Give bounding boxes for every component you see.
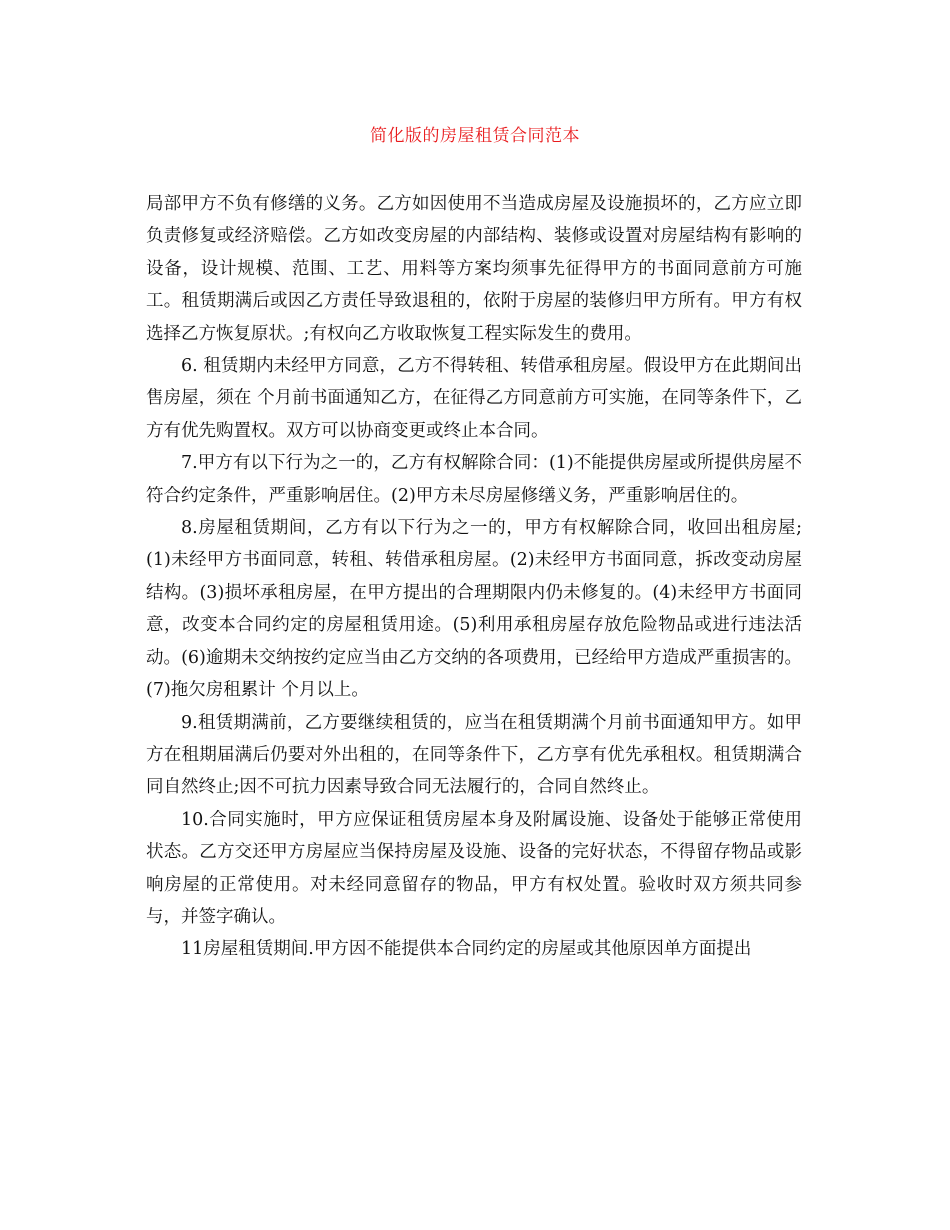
paragraph-clause-10: 10.合同实施时，甲方应保证租赁房屋本身及附属设施、设备处于能够正常使用状态。乙方交还甲方房屋应当保持房屋及设施、设备的完好状态，不得留存物品或影响房屋的正常使用。对未经同意留存的物品，甲方有权处置。验收时双方须共同参与，并签字确认。 [146,809,802,927]
document-body [146,188,802,966]
paragraph-clause-11: 11房屋租赁期间.甲方因不能提供本合同约定的房屋或其他原因单方面提出 [181,939,752,960]
document-title: 简化版的房屋租赁合同范本 [370,126,580,146]
paragraph-clause-9: 9.租赁期满前，乙方要继续租赁的，应当在租赁期满个月前书面通知甲方。如甲方在租期届满后仍要对外出租的，在同等条件下，乙方享有优先承租权。租赁期满合同自然终止;因不可抗力因素导致合同无法履行的，合同自然终止。 [146,712,802,798]
paragraph-clause-6: 6. 租赁期内未经甲方同意，乙方不得转租、转借承租房屋。假设甲方在此期间出售房屋，须在 个月前书面通知乙方，在征得乙方同意前方可实施，在同等条件下，乙方有优先购置权。双方可以协商变更或终止本合同。 [146,356,802,441]
paragraph-clause-8: 8.房屋租赁期间，乙方有以下行为之一的，甲方有权解除合同，收回出租房屋;(1)未经甲方书面同意，转租、转借承租房屋。(2)未经甲方书面同意，拆改变动房屋结构。(3)损坏承租房屋，在甲方提出的合理期限内仍未修复的。(4)未经甲方书面同意，改变本合同约定的房屋租赁用途。(5)利用承租房屋存放危险物品或进行违法活动。(6)逾期未交纳按约定应当由乙方交纳的各项费用，已经给甲方造成严重损害的。(7)拖欠房租累计 个月以上。 [146,518,802,701]
paragraph-clause-7: 7.甲方有以下行为之一的，乙方有权解除合同：(1)不能提供房屋或所提供房屋不符合约定条件，严重影响居住。(2)甲方未尽房屋修缮义务，严重影响居住的。 [146,453,802,506]
paragraph-clause-5-continued: 局部甲方不负有修缮的义务。乙方如因使用不当造成房屋及设施损坏的，乙方应立即负责修复或经济赔偿。乙方如改变房屋的内部结构、装修或设置对房屋结构有影响的设备，设计规模、范围、工艺、用料等方案均须事先征得甲方的书面同意前方可施工。租赁期满后或因乙方责任导致退租的，依附于房屋的装修归甲方所有。甲方有权选择乙方恢复原状。;有权向乙方收取恢复工程实际发生的费用。 [146,194,802,344]
